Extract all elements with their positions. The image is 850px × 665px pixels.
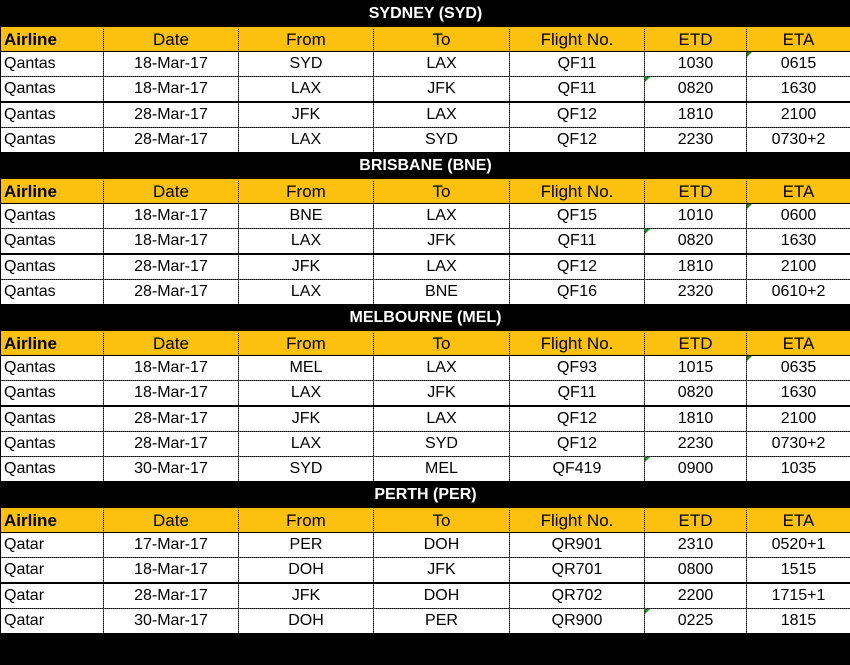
section-title: MELBOURNE (MEL)	[1, 305, 850, 331]
table-row	[1, 77, 850, 103]
cell-flight-no[interactable]: QF12	[510, 254, 645, 280]
cell-eta[interactable]: 0730+2	[747, 128, 850, 153]
cell-airline[interactable]: Qantas	[1, 128, 104, 153]
cell-etd[interactable]: 0820	[645, 229, 747, 255]
cell-date[interactable]: 18-Mar-17	[104, 204, 239, 229]
cell-eta[interactable]: 1630	[747, 381, 850, 407]
column-header-date[interactable]: Date	[104, 27, 239, 52]
column-header-from[interactable]: From	[239, 331, 374, 356]
table-row	[1, 128, 850, 153]
cell-date[interactable]: 18-Mar-17	[104, 229, 239, 255]
table-row	[1, 609, 850, 634]
cell-airline[interactable]: Qantas	[1, 102, 104, 128]
cell-to[interactable]: LAX	[374, 52, 510, 77]
column-header-flight-no[interactable]: Flight No.	[510, 508, 645, 533]
cell-to[interactable]: PER	[374, 609, 510, 634]
section-title-row	[1, 153, 850, 179]
cell-from[interactable]: JFK	[239, 102, 374, 128]
column-header-date[interactable]: Date	[104, 331, 239, 356]
column-header-eta[interactable]: ETA	[747, 508, 850, 533]
cell-flight-no[interactable]: QF11	[510, 77, 645, 103]
cell-flight-no[interactable]: QF419	[510, 457, 645, 482]
column-header-flight-no[interactable]: Flight No.	[510, 179, 645, 204]
table-row	[1, 406, 850, 432]
cell-flight-no[interactable]: QF93	[510, 356, 645, 381]
table-row	[1, 204, 850, 229]
cell-eta[interactable]: 2100	[747, 254, 850, 280]
cell-to[interactable]: SYD	[374, 128, 510, 153]
cell-eta[interactable]: 0600	[747, 204, 850, 229]
cell-airline[interactable]: Qantas	[1, 204, 104, 229]
cell-airline[interactable]: Qatar	[1, 609, 104, 634]
cell-etd[interactable]: 2320	[645, 280, 747, 305]
cell-date[interactable]: 30-Mar-17	[104, 457, 239, 482]
cell-etd[interactable]: 2230	[645, 128, 747, 153]
cell-eta[interactable]: 0520+1	[747, 533, 850, 558]
cell-from[interactable]: MEL	[239, 356, 374, 381]
cell-date[interactable]: 28-Mar-17	[104, 406, 239, 432]
cell-flight-no[interactable]: QF11	[510, 52, 645, 77]
cell-etd[interactable]: 2310	[645, 533, 747, 558]
cell-etd[interactable]: 2230	[645, 432, 747, 457]
cell-to[interactable]: DOH	[374, 533, 510, 558]
cell-eta[interactable]: 0730+2	[747, 432, 850, 457]
cell-flight-no[interactable]: QF16	[510, 280, 645, 305]
cell-airline[interactable]: Qantas	[1, 77, 104, 103]
column-header-airline[interactable]: Airline	[1, 27, 104, 52]
table-row	[1, 254, 850, 280]
section-title: PERTH (PER)	[1, 482, 850, 508]
column-header-to[interactable]: To	[374, 179, 510, 204]
cell-airline[interactable]: Qatar	[1, 533, 104, 558]
column-header-etd[interactable]: ETD	[645, 27, 747, 52]
cell-from[interactable]: PER	[239, 533, 374, 558]
table-row	[1, 558, 850, 584]
column-header-date[interactable]: Date	[104, 179, 239, 204]
cell-from[interactable]: DOH	[239, 609, 374, 634]
cell-etd[interactable]: 1030	[645, 52, 747, 77]
cell-from[interactable]: JFK	[239, 254, 374, 280]
column-header-airline[interactable]: Airline	[1, 331, 104, 356]
cell-date[interactable]: 18-Mar-17	[104, 558, 239, 584]
cell-flight-no[interactable]: QF11	[510, 229, 645, 255]
column-header-from[interactable]: From	[239, 179, 374, 204]
cell-flight-no[interactable]: QF11	[510, 381, 645, 407]
cell-to[interactable]: JFK	[374, 558, 510, 584]
cell-eta[interactable]: 1630	[747, 77, 850, 103]
column-header-from[interactable]: From	[239, 508, 374, 533]
column-header-row	[1, 331, 850, 356]
cell-from[interactable]: LAX	[239, 77, 374, 103]
cell-to[interactable]: JFK	[374, 381, 510, 407]
cell-date[interactable]: 30-Mar-17	[104, 609, 239, 634]
section-title: SYDNEY (SYD)	[1, 1, 850, 27]
cell-flight-no[interactable]: QR901	[510, 533, 645, 558]
cell-from[interactable]: BNE	[239, 204, 374, 229]
cell-airline[interactable]: Qantas	[1, 52, 104, 77]
cell-eta[interactable]: 2100	[747, 102, 850, 128]
column-header-row	[1, 179, 850, 204]
cell-airline[interactable]: Qatar	[1, 583, 104, 609]
cell-etd[interactable]: 0820	[645, 381, 747, 407]
cell-date[interactable]: 28-Mar-17	[104, 102, 239, 128]
column-header-to[interactable]: To	[374, 27, 510, 52]
cell-flight-no[interactable]: QF12	[510, 102, 645, 128]
cell-to[interactable]: BNE	[374, 280, 510, 305]
column-header-flight-no[interactable]: Flight No.	[510, 27, 645, 52]
column-header-eta[interactable]: ETA	[747, 179, 850, 204]
cell-date[interactable]: 28-Mar-17	[104, 583, 239, 609]
cell-date[interactable]: 28-Mar-17	[104, 128, 239, 153]
column-header-from[interactable]: From	[239, 27, 374, 52]
cell-etd[interactable]: 0900	[645, 457, 747, 482]
table-row	[1, 533, 850, 558]
cell-flight-no[interactable]: QF12	[510, 432, 645, 457]
cell-flight-no[interactable]: QF12	[510, 406, 645, 432]
cell-airline[interactable]: Qantas	[1, 381, 104, 407]
cell-flight-no[interactable]: QF15	[510, 204, 645, 229]
cell-from[interactable]: LAX	[239, 280, 374, 305]
table-row	[1, 583, 850, 609]
column-header-row	[1, 508, 850, 533]
column-header-flight-no[interactable]: Flight No.	[510, 331, 645, 356]
cell-etd[interactable]: 0820	[645, 77, 747, 103]
column-header-etd[interactable]: ETD	[645, 331, 747, 356]
cell-etd[interactable]: 1010	[645, 204, 747, 229]
column-header-date[interactable]: Date	[104, 508, 239, 533]
cell-etd[interactable]: 1015	[645, 356, 747, 381]
cell-airline[interactable]: Qantas	[1, 254, 104, 280]
column-header-to[interactable]: To	[374, 331, 510, 356]
column-header-to[interactable]: To	[374, 508, 510, 533]
cell-to[interactable]: LAX	[374, 406, 510, 432]
cell-from[interactable]: DOH	[239, 558, 374, 584]
cell-to[interactable]: JFK	[374, 229, 510, 255]
cell-eta[interactable]: 1035	[747, 457, 850, 482]
section-title: BRISBANE (BNE)	[1, 153, 850, 179]
table-row	[1, 457, 850, 482]
cell-flight-no[interactable]: QF12	[510, 128, 645, 153]
cell-date[interactable]: 28-Mar-17	[104, 254, 239, 280]
cell-eta[interactable]: 0610+2	[747, 280, 850, 305]
cell-date[interactable]: 18-Mar-17	[104, 77, 239, 103]
cell-airline[interactable]: Qantas	[1, 280, 104, 305]
cell-airline[interactable]: Qantas	[1, 406, 104, 432]
cell-from[interactable]: LAX	[239, 381, 374, 407]
cell-to[interactable]: LAX	[374, 204, 510, 229]
column-header-row	[1, 27, 850, 52]
column-header-etd[interactable]: ETD	[645, 179, 747, 204]
cell-to[interactable]: JFK	[374, 77, 510, 103]
cell-flight-no[interactable]: QR701	[510, 558, 645, 584]
cell-to[interactable]: LAX	[374, 356, 510, 381]
cell-airline[interactable]: Qantas	[1, 356, 104, 381]
cell-date[interactable]: 18-Mar-17	[104, 356, 239, 381]
cell-from[interactable]: SYD	[239, 457, 374, 482]
cell-airline[interactable]: Qantas	[1, 229, 104, 255]
cell-to[interactable]: SYD	[374, 432, 510, 457]
section-title-row	[1, 305, 850, 331]
table-row	[1, 280, 850, 305]
column-header-eta[interactable]: ETA	[747, 27, 850, 52]
table-row	[1, 381, 850, 407]
cell-airline[interactable]: Qantas	[1, 432, 104, 457]
cell-eta[interactable]: 0615	[747, 52, 850, 77]
cell-from[interactable]: LAX	[239, 128, 374, 153]
cell-date[interactable]: 18-Mar-17	[104, 52, 239, 77]
column-header-eta[interactable]: ETA	[747, 331, 850, 356]
cell-etd[interactable]: 1810	[645, 102, 747, 128]
cell-etd[interactable]: 1810	[645, 254, 747, 280]
cell-to[interactable]: MEL	[374, 457, 510, 482]
cell-airline[interactable]: Qatar	[1, 558, 104, 584]
cell-etd[interactable]: 0800	[645, 558, 747, 584]
cell-to[interactable]: DOH	[374, 583, 510, 609]
table-row	[1, 356, 850, 381]
cell-from[interactable]: SYD	[239, 52, 374, 77]
cell-flight-no[interactable]: QR702	[510, 583, 645, 609]
section-title-row	[1, 1, 850, 27]
cell-eta[interactable]: 1715+1	[747, 583, 850, 609]
cell-eta[interactable]: 1515	[747, 558, 850, 584]
cell-date[interactable]: 28-Mar-17	[104, 432, 239, 457]
column-header-airline[interactable]: Airline	[1, 179, 104, 204]
column-header-etd[interactable]: ETD	[645, 508, 747, 533]
table-row	[1, 432, 850, 457]
cell-to[interactable]: LAX	[374, 102, 510, 128]
cell-airline[interactable]: Qantas	[1, 457, 104, 482]
cell-from[interactable]: JFK	[239, 406, 374, 432]
cell-from[interactable]: LAX	[239, 432, 374, 457]
section-title-row	[1, 482, 850, 508]
cell-eta[interactable]: 1815	[747, 609, 850, 634]
cell-from[interactable]: JFK	[239, 583, 374, 609]
table-row	[1, 229, 850, 255]
cell-date[interactable]: 18-Mar-17	[104, 381, 239, 407]
cell-date[interactable]: 17-Mar-17	[104, 533, 239, 558]
table-row	[1, 102, 850, 128]
cell-eta[interactable]: 1630	[747, 229, 850, 255]
column-header-airline[interactable]: Airline	[1, 508, 104, 533]
cell-eta[interactable]: 2100	[747, 406, 850, 432]
cell-from[interactable]: LAX	[239, 229, 374, 255]
table-row	[1, 52, 850, 77]
cell-flight-no[interactable]: QR900	[510, 609, 645, 634]
cell-etd[interactable]: 2200	[645, 583, 747, 609]
cell-to[interactable]: LAX	[374, 254, 510, 280]
cell-etd[interactable]: 0225	[645, 609, 747, 634]
cell-eta[interactable]: 0635	[747, 356, 850, 381]
cell-etd[interactable]: 1810	[645, 406, 747, 432]
cell-date[interactable]: 28-Mar-17	[104, 280, 239, 305]
